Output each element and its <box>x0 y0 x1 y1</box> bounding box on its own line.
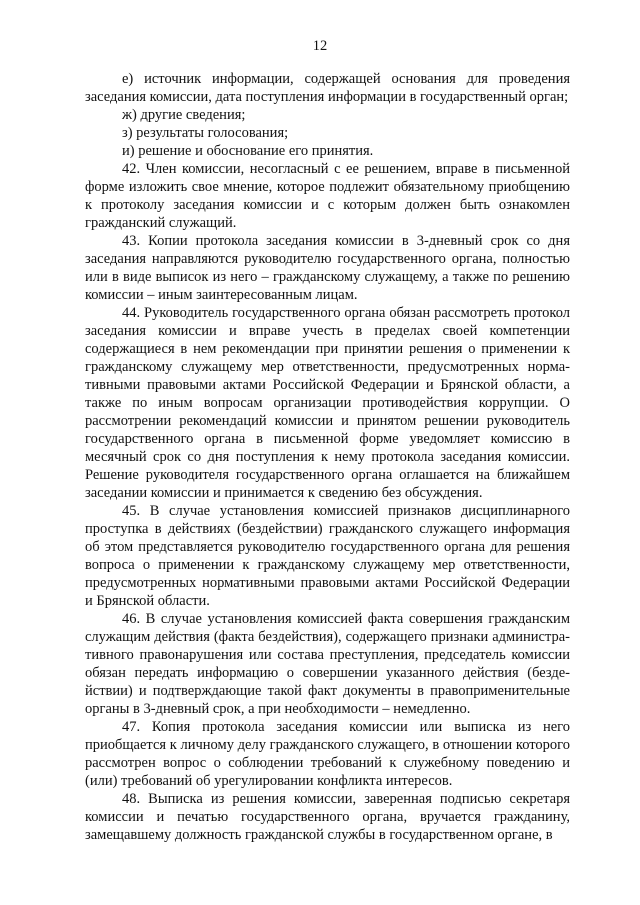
paragraph-42: 42. Член комиссии, несогласный с ее решением, вправе в письменной форме изложить свое мнение, которое подлежит обязательному приобщению к протоколу заседания комиссии и с которым должен быть ознакомлен гражданский служащий. <box>85 161 570 231</box>
document-body <box>85 70 570 844</box>
paragraph-item-i: и) решение и обоснование его принятия. <box>122 143 374 159</box>
paragraph-48: 48. Выписка из решения комиссии, заверенная подписью секретаря комиссии и печатью государственного органа, вручается гражданину, замещавшему должность гражданской службы в государственном органе, в <box>85 791 570 843</box>
paragraph-item-zh: ж) другие сведения; <box>122 107 246 123</box>
paragraph-47: 47. Копия протокола заседания комиссии или выписка из него приобщается к личному делу гражданского служащего, в отношении которого рассмотрен вопрос о соблюдении требований к служебному поведению и (или) требований об урегулировании конфликта интересов. <box>85 719 570 789</box>
paragraph-46: 46. В случае установления комиссией факта совершения гражданским служащим действия (факта бездействия), содержащего признаки административного правонарушения или состава преступления, председатель комиссии обязан передать информацию о совершении указанного действия (бездействии) и подтверждающие такой факт документы в правоприменительные органы в 3-дневный срок, а при необходимости – немедленно. <box>85 611 570 717</box>
paragraph-44: 44. Руководитель государственного органа обязан рассмотреть протокол заседания комиссии и вправе учесть в пределах своей компетенции содержащиеся в нем рекомендации при принятии решения о применении к гражданскому служащему мер ответственности, предусмотренных нормативными правовыми актами Российской Федерации и Брянской области, а также по иным вопросам организации противодействия коррупции. О рассмотрении рекомендаций комиссии и принятом решении руководитель государственного органа в письменной форме уведомляет комиссию в месячный срок со дня поступления к нему протокола заседания комиссии. Решение руководителя государственного органа оглашается на ближайшем заседании комиссии и принимается к сведению без обсуждения. <box>85 305 570 501</box>
paragraph-item-e: е) источник информации, содержащей основания для проведения заседания комиссии, дата поступления информации в государственный орган; <box>85 71 570 105</box>
paragraph-43: 43. Копии протокола заседания комиссии в 3-дневный срок со дня заседания направляются руководителю государственного органа, полностью или в виде выписок из него – гражданскому служащему, а также по решению комиссии – иным заинтересованным лицам. <box>85 233 570 303</box>
paragraph-45: 45. В случае установления комиссией признаков дисциплинарного проступка в действиях (бездействии) гражданского служащего информация об этом представляется руководителю государственного органа для решения вопроса о применении к гражданскому служащему мер ответственности, предусмотренных нормативными правовыми актами Российской Федерации и Брянской области. <box>85 503 570 609</box>
page-number: 12 <box>312 38 328 54</box>
paragraph-item-z: з) результаты голосования; <box>122 125 289 141</box>
